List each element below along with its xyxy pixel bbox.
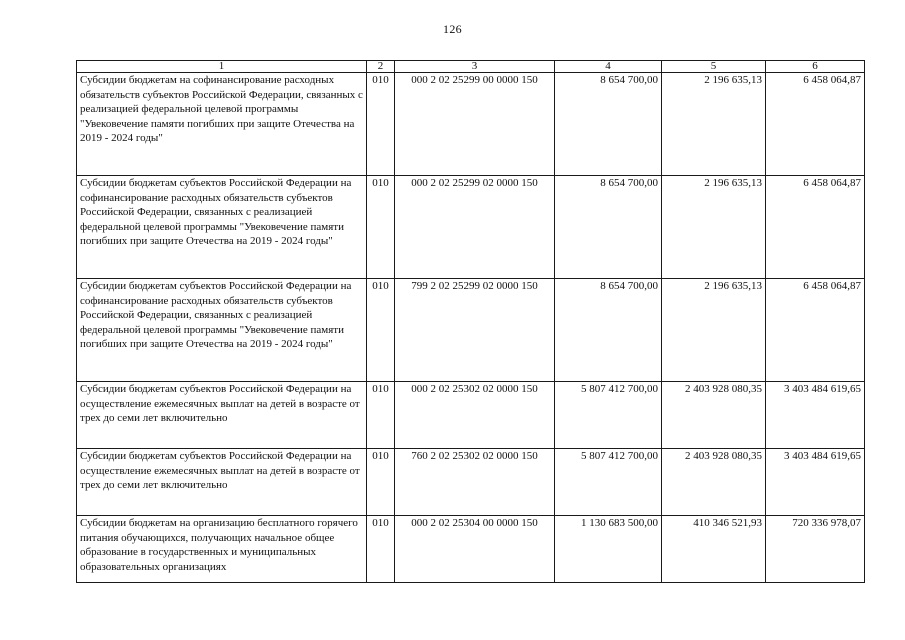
row-plan-amount: 5 807 412 700,00	[555, 382, 662, 449]
row-budget-code: 760 2 02 25302 02 0000 150	[395, 449, 555, 516]
row-remaining-amount: 3 403 484 619,65	[766, 382, 865, 449]
row-plan-amount: 5 807 412 700,00	[555, 449, 662, 516]
page-number: 126	[443, 22, 462, 36]
column-header: 3	[395, 61, 555, 73]
row-remaining-amount: 6 458 064,87	[766, 73, 865, 176]
row-budget-code: 000 2 02 25302 02 0000 150	[395, 382, 555, 449]
table-row	[77, 516, 865, 583]
row-plan-amount: 1 130 683 500,00	[555, 516, 662, 583]
column-header: 1	[77, 61, 367, 73]
table-row	[77, 449, 865, 516]
row-remaining-amount: 6 458 064,87	[766, 279, 865, 382]
row-plan-amount: 8 654 700,00	[555, 279, 662, 382]
column-header: 4	[555, 61, 662, 73]
row-admin-code: 010	[367, 382, 395, 449]
row-plan-amount: 8 654 700,00	[555, 73, 662, 176]
table-header-row	[77, 61, 865, 73]
row-executed-amount: 410 346 521,93	[662, 516, 766, 583]
row-name: Субсидии бюджетам субъектов Российской Федерации на софинансирование расходных обязательств субъектов Российской Федерации, связанных с реализацией федеральной целевой программы "Увековечение памяти погибших при защите Отечества на 2019 - 2024 годы"	[77, 176, 367, 279]
table-row	[77, 176, 865, 279]
table-row	[77, 73, 865, 176]
row-budget-code: 000 2 02 25299 02 0000 150	[395, 176, 555, 279]
row-name: Субсидии бюджетам субъектов Российской Федерации на осуществление ежемесячных выплат на детей в возрасте от трех до семи лет включительно	[77, 449, 367, 516]
row-budget-code: 000 2 02 25304 00 0000 150	[395, 516, 555, 583]
column-header: 2	[367, 61, 395, 73]
row-executed-amount: 2 196 635,13	[662, 176, 766, 279]
row-budget-code: 799 2 02 25299 02 0000 150	[395, 279, 555, 382]
row-admin-code: 010	[367, 176, 395, 279]
row-name: Субсидии бюджетам субъектов Российской Федерации на софинансирование расходных обязательств субъектов Российской Федерации, связанных с реализацией федеральной целевой программы "Увековечение памяти погибших при защите Отечества на 2019 - 2024 годы"	[77, 279, 367, 382]
column-header: 5	[662, 61, 766, 73]
row-budget-code: 000 2 02 25299 00 0000 150	[395, 73, 555, 176]
row-name: Субсидии бюджетам субъектов Российской Федерации на осуществление ежемесячных выплат на детей в возрасте от трех до семи лет включительно	[77, 382, 367, 449]
row-admin-code: 010	[367, 449, 395, 516]
table-row	[77, 382, 865, 449]
row-name: Субсидии бюджетам на организацию бесплатного горячего питания обучающихся, получающих начальное общее образование в государственных и муниципальных образовательных организациях	[77, 516, 367, 583]
column-header: 6	[766, 61, 865, 73]
row-executed-amount: 2 196 635,13	[662, 279, 766, 382]
row-admin-code: 010	[367, 279, 395, 382]
row-remaining-amount: 3 403 484 619,65	[766, 449, 865, 516]
budget-table	[76, 60, 865, 583]
row-remaining-amount: 720 336 978,07	[766, 516, 865, 583]
row-executed-amount: 2 403 928 080,35	[662, 382, 766, 449]
row-remaining-amount: 6 458 064,87	[766, 176, 865, 279]
row-executed-amount: 2 196 635,13	[662, 73, 766, 176]
row-admin-code: 010	[367, 516, 395, 583]
row-plan-amount: 8 654 700,00	[555, 176, 662, 279]
row-executed-amount: 2 403 928 080,35	[662, 449, 766, 516]
table-row	[77, 279, 865, 382]
row-name: Субсидии бюджетам на софинансирование расходных обязательств субъектов Российской Федерации, связанных с реализацией федеральной целевой программы "Увековечение памяти погибших при защите Отечества на 2019 - 2024 годы"	[77, 73, 367, 176]
row-admin-code: 010	[367, 73, 395, 176]
